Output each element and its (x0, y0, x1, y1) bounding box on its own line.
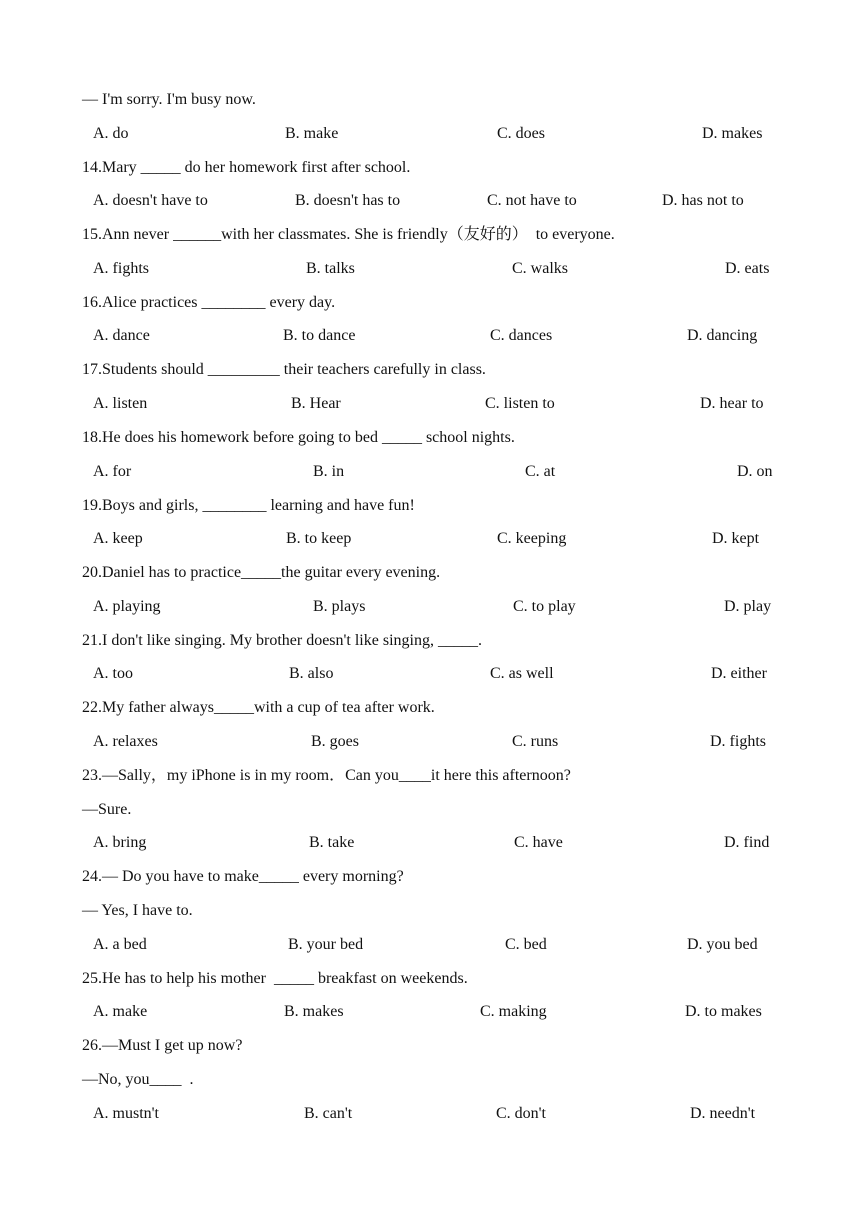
question-17-options (0, 394, 860, 414)
option-d: D. eats (725, 260, 770, 277)
question-13-options (0, 124, 860, 144)
option-b: B. goes (311, 733, 359, 750)
option-c: C. making (480, 1003, 547, 1020)
option-c: C. to play (513, 598, 576, 615)
question-18-stem: 18.He does his homework before going to bed _____ school nights. (82, 429, 515, 446)
question-14-options (0, 191, 860, 211)
option-d: D. has not to (662, 192, 744, 209)
option-a: A. too (93, 665, 133, 682)
option-d: D. to makes (685, 1003, 762, 1020)
option-a: A. listen (93, 395, 148, 412)
question-17-stem: 17.Students should _________ their teachers carefully in class. (82, 361, 486, 378)
question-21-options (0, 664, 860, 684)
option-d: D. play (724, 598, 772, 615)
question-16-options (0, 326, 860, 346)
option-d: D. find (724, 834, 770, 851)
question-19-options (0, 529, 860, 549)
option-c: C. at (525, 463, 556, 480)
option-d: D. kept (712, 530, 760, 547)
option-a: A. relaxes (93, 733, 158, 750)
question-24-reply: — Yes, I have to. (82, 902, 193, 919)
question-19-stem: 19.Boys and girls, ________ learning and have fun! (82, 497, 415, 514)
option-b: B. can't (304, 1105, 353, 1122)
question-22-stem: 22.My father always_____with a cup of tea after work. (82, 699, 435, 716)
question-16-stem: 16.Alice practices ________ every day. (82, 294, 336, 311)
option-c: C. keeping (497, 530, 567, 547)
option-b: B. Hear (291, 395, 341, 412)
option-d: D. fights (710, 733, 766, 750)
option-c: C. not have to (487, 192, 577, 209)
question-14-stem: 14.Mary _____ do her homework first after school. (82, 159, 411, 176)
option-b: B. talks (306, 260, 355, 277)
option-a: A. a bed (93, 936, 147, 953)
option-a: A. dance (93, 327, 150, 344)
option-b: B. also (289, 665, 334, 682)
option-a: A. playing (93, 598, 161, 615)
option-d: D. needn't (690, 1105, 756, 1122)
question-15-stem: 15.Ann never ______with her classmates. She is friendly（友好的） to everyone. (82, 226, 615, 243)
option-d: D. either (711, 665, 767, 682)
question-23-options (0, 833, 860, 853)
option-a: A. for (93, 463, 132, 480)
option-a: A. bring (93, 834, 147, 851)
option-b: B. makes (284, 1003, 344, 1020)
option-d: D. on (737, 463, 773, 480)
option-b: B. in (313, 463, 345, 480)
question-21-stem: 21.I don't like singing. My brother doesn't like singing, _____. (82, 632, 482, 649)
question-26-reply: —No, you____ . (82, 1071, 194, 1088)
option-b: B. to keep (286, 530, 352, 547)
question-26-stem: 26.—Must I get up now? (82, 1037, 243, 1054)
option-d: D. hear to (700, 395, 764, 412)
option-d: D. dancing (687, 327, 758, 344)
option-a: A. keep (93, 530, 143, 547)
option-d: D. you bed (687, 936, 758, 953)
option-d: D. makes (702, 125, 763, 142)
option-c: C. does (497, 125, 545, 142)
option-b: B. make (285, 125, 339, 142)
option-c: C. runs (512, 733, 559, 750)
question-20-stem: 20.Daniel has to practice_____the guitar every evening. (82, 564, 441, 581)
option-b: B. plays (313, 598, 366, 615)
option-a: A. doesn't have to (93, 192, 208, 209)
question-25-options (0, 1002, 860, 1022)
option-c: C. as well (490, 665, 554, 682)
question-23-reply: —Sure. (82, 801, 132, 818)
question-22-options (0, 732, 860, 752)
question-24-stem: 24.— Do you have to make_____ every morning? (82, 868, 404, 885)
option-b: B. to dance (283, 327, 356, 344)
question-24-options (0, 935, 860, 955)
option-c: C. dances (490, 327, 553, 344)
option-c: C. listen to (485, 395, 555, 412)
option-c: C. have (514, 834, 563, 851)
option-c: C. don't (496, 1105, 546, 1122)
option-a: A. mustn't (93, 1105, 159, 1122)
option-b: B. your bed (288, 936, 364, 953)
option-a: A. do (93, 125, 129, 142)
option-a: A. make (93, 1003, 148, 1020)
question-23-stem: 23.—Sally，my iPhone is in my room．Can you____it here this afternoon? (82, 767, 571, 784)
question-13-line: — I'm sorry. I'm busy now. (82, 91, 256, 108)
option-a: A. fights (93, 260, 149, 277)
question-15-options (0, 259, 860, 279)
option-c: C. bed (505, 936, 547, 953)
option-c: C. walks (512, 260, 568, 277)
question-26-options (0, 1104, 860, 1124)
question-25-stem: 25.He has to help his mother _____ breakfast on weekends. (82, 970, 468, 987)
question-20-options (0, 597, 860, 617)
option-b: B. take (309, 834, 355, 851)
option-b: B. doesn't has to (295, 192, 401, 209)
question-18-options (0, 462, 860, 482)
